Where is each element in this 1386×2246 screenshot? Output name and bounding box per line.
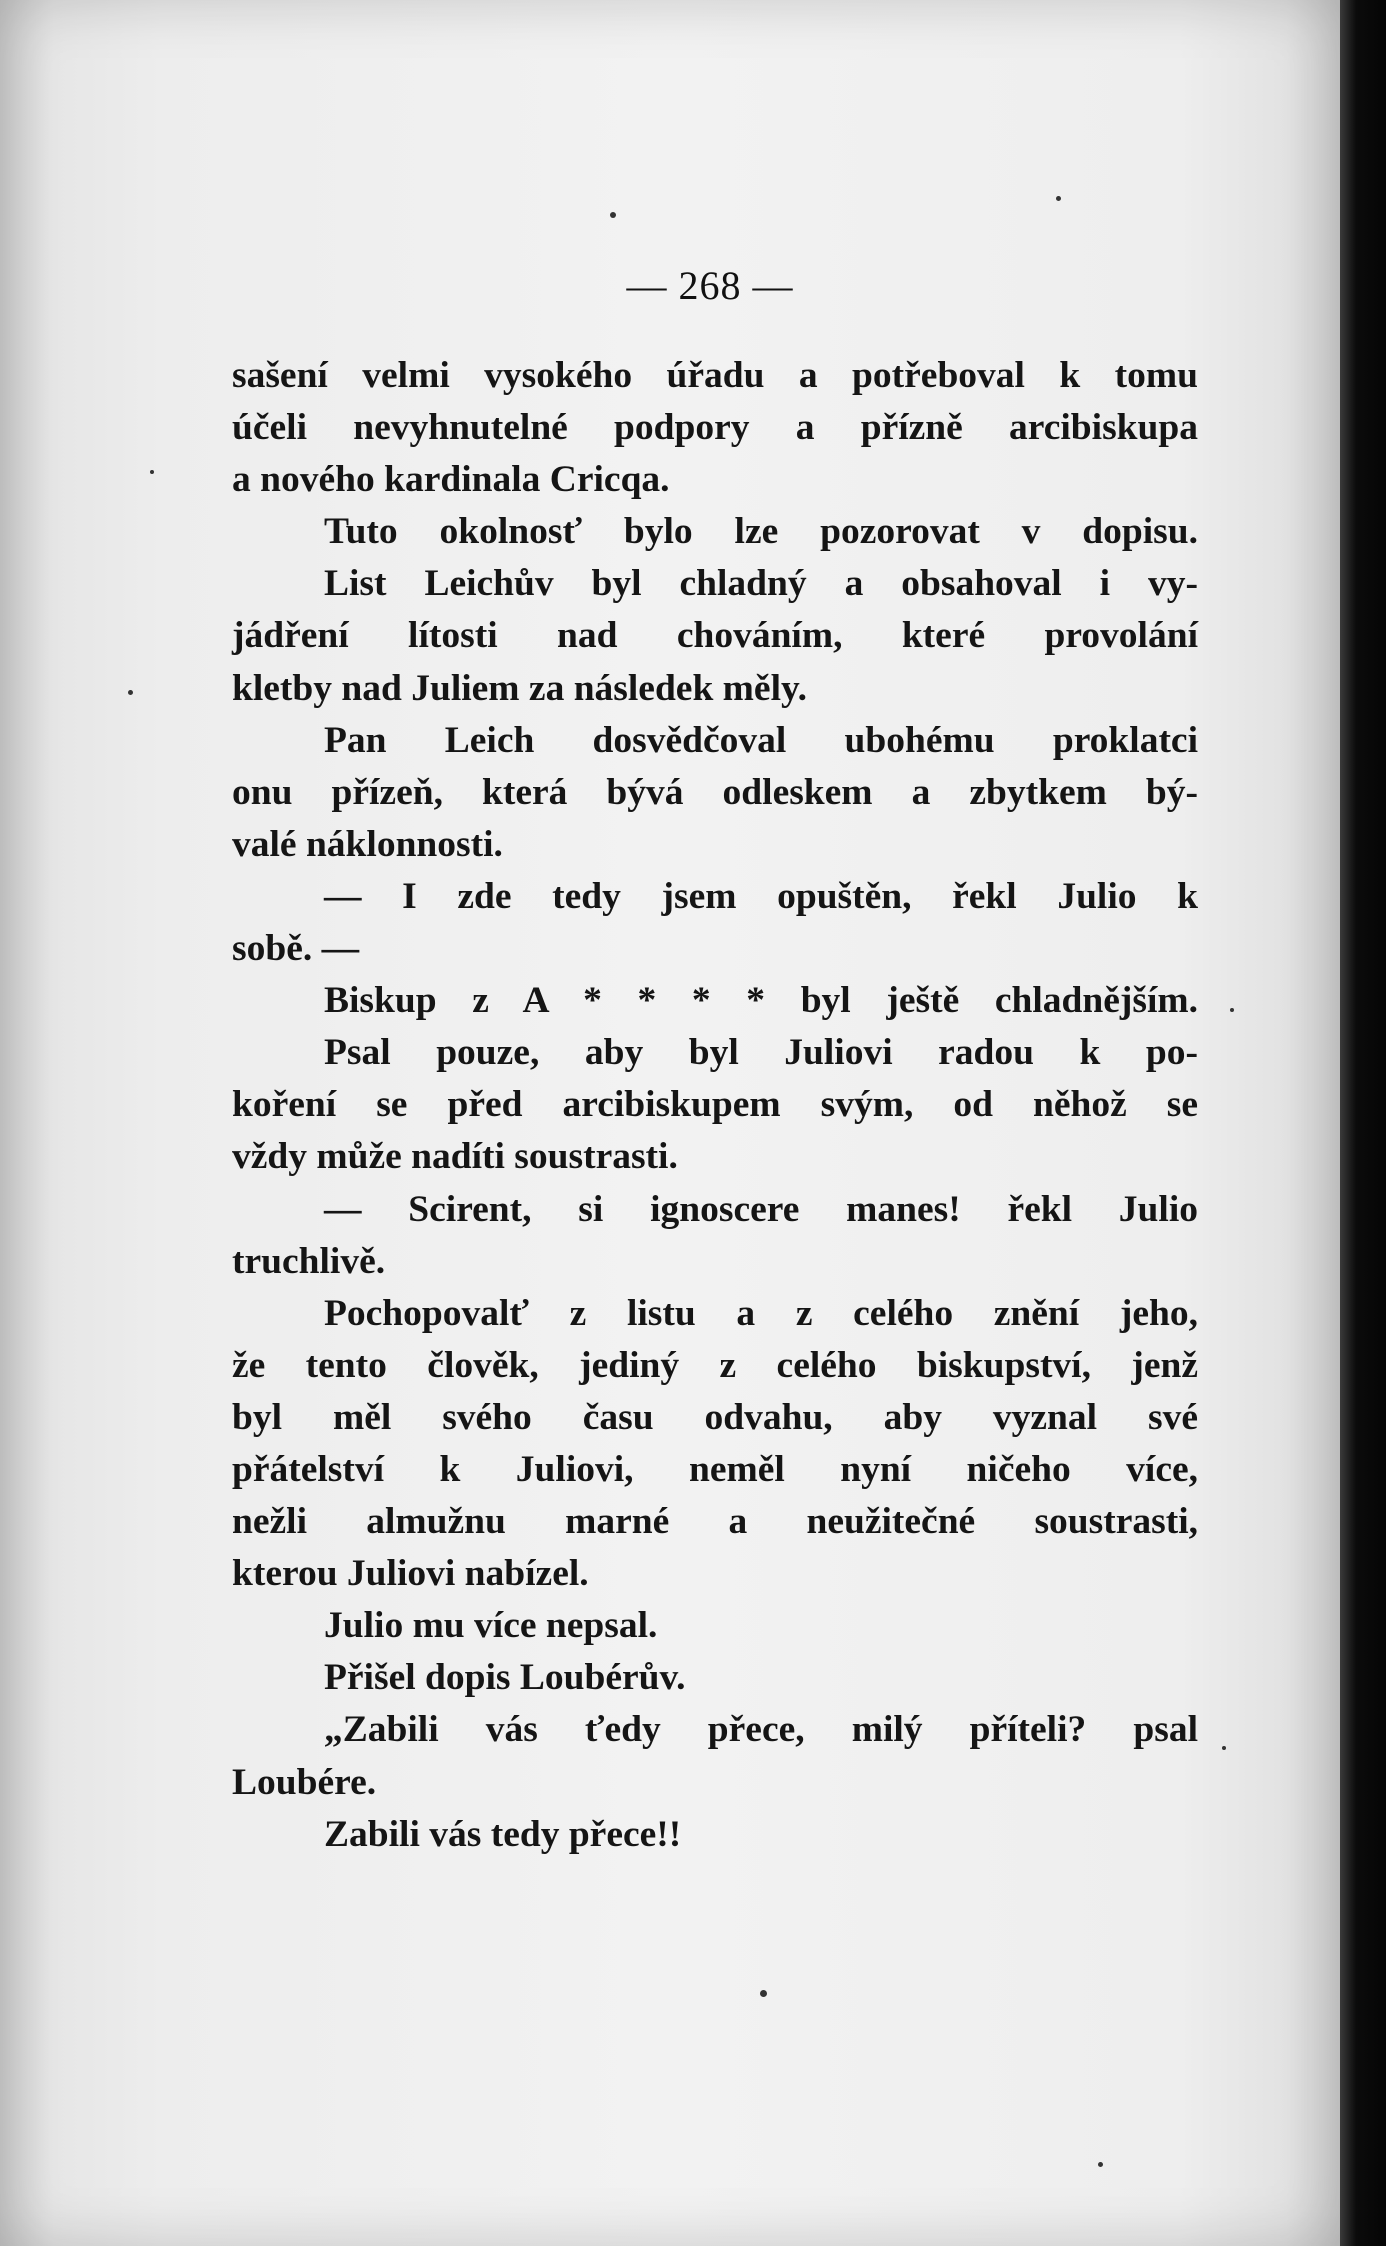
text-line: účeli nevyhnutelné podpory a přízně arcibiskupa bbox=[232, 407, 1198, 449]
text-line: kterou Juliovi nabízel. bbox=[232, 1553, 589, 1595]
text-line: „Zabili vás ťedy přece, milý příteli? psal bbox=[324, 1709, 1198, 1751]
text-line: Julio mu více nepsal. bbox=[324, 1605, 658, 1647]
text-line: jádření lítosti nad chováním, které provolání bbox=[232, 615, 1198, 657]
text-line: sobě. — bbox=[232, 928, 360, 970]
text-line: truchlivě. bbox=[232, 1240, 386, 1282]
text-line: vždy může nadíti soustrasti. bbox=[232, 1136, 678, 1178]
text-line: a nového kardinala Cricqa. bbox=[232, 459, 670, 501]
text-line: Pan Leich dosvědčoval ubohému proklatci bbox=[324, 719, 1198, 761]
text-line: sašení velmi vysokého úřadu a potřeboval k tomu bbox=[232, 355, 1198, 396]
text-line: — Scirent, si ignoscere manes! řekl Julio bbox=[324, 1188, 1198, 1230]
body-text bbox=[232, 350, 1198, 1861]
text-line: že tento člověk, jediný z celého biskupství, jenž bbox=[232, 1344, 1198, 1386]
text-line: Zabili vás tedy přece!! bbox=[324, 1813, 682, 1855]
page-edge-shadow bbox=[1340, 0, 1386, 2246]
text-line: valé náklonnosti. bbox=[232, 823, 503, 865]
text-line: byl měl svého času odvahu, aby vyznal své bbox=[232, 1396, 1198, 1438]
text-line: Pochopovalť z listu a z celého znění jeho, bbox=[324, 1292, 1198, 1334]
text-line: Tuto okolnosť bylo lze pozorovat v dopisu. bbox=[324, 511, 1198, 553]
text-line: onu přízeň, která bývá odleskem a zbytkem bý- bbox=[232, 771, 1198, 813]
text-line: Biskup z A * * * * byl ještě chladnějším. bbox=[324, 980, 1198, 1022]
text-line: kletby nad Juliem za následek měly. bbox=[232, 667, 808, 709]
text-line: přátelství k Juliovi, neměl nyní ničeho více, bbox=[232, 1448, 1198, 1490]
text-line: Přišel dopis Loubérův. bbox=[324, 1657, 686, 1699]
text-line: List Leichův byl chladný a obsahoval i vy- bbox=[324, 563, 1198, 605]
text-line: Psal pouze, aby byl Juliovi radou k po- bbox=[324, 1032, 1198, 1074]
text-line: — I zde tedy jsem opuštěn, řekl Julio k bbox=[324, 875, 1198, 917]
text-line: nežli almužnu marné a neužitečné soustrasti, bbox=[232, 1501, 1198, 1543]
page-number: — 268 — bbox=[626, 263, 794, 308]
text-line: Loubére. bbox=[232, 1761, 377, 1803]
text-line: koření se před arcibiskupem svým, od něhož se bbox=[232, 1084, 1198, 1126]
